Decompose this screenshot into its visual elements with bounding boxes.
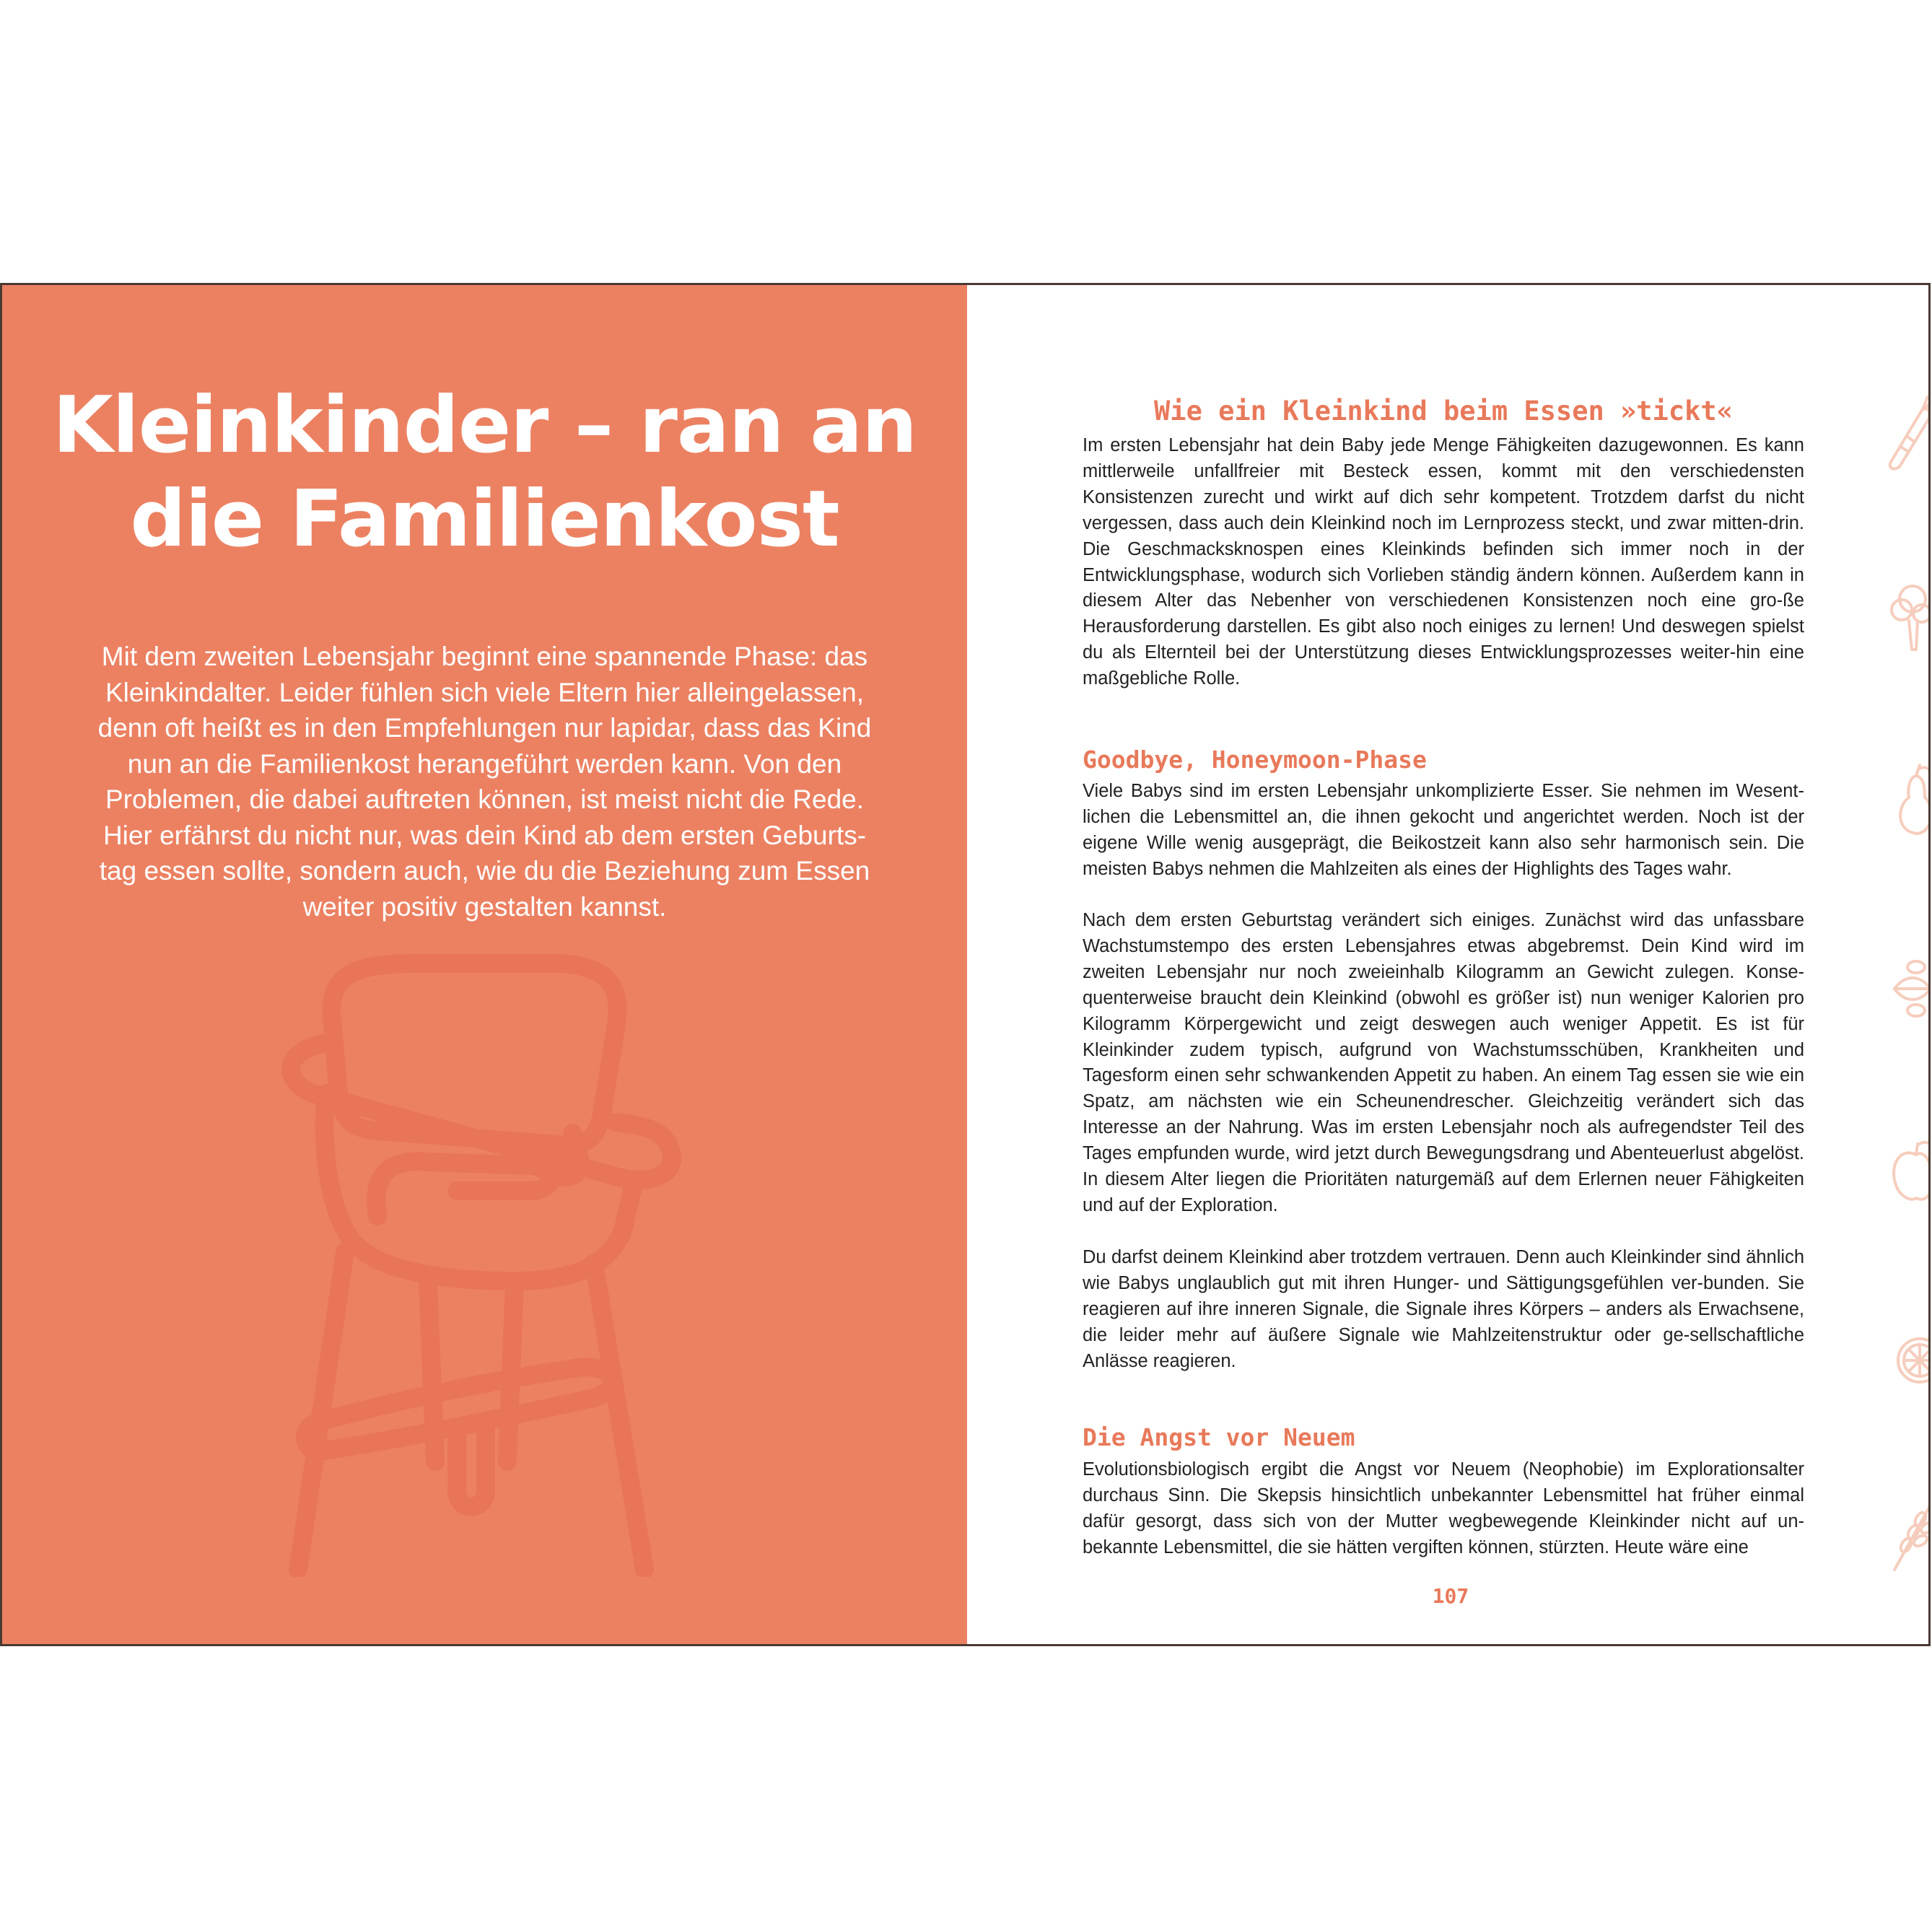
paragraph-growth: Nach dem ersten Geburtstag verändert sich einiges. Zunächst wird das unfassbare Wachstumstempo des ersten Lebensjahres etwas abgebremst. Dein Kind wird im zweiten Lebensjahr nur noch zweieinhalb Kilogramm an Gewicht zulegen. Konse-quenterweise braucht dein Kleinkind (obwohl es größer ist) nun weniger Kalorien pro Kilogramm Körpergewicht und zeigt deswegen auch weniger Appetit. Es ist für Kleinkinder zudem typisch, aufgrund von Wachstumsschüben, Krankheiten und Tagesform einen sehr schwankenden Appetit zu haben. An einem Tag essen sie wie ein Spatz, am nächsten wie ein Scheunendrescher. Gleichzeitig verändert sich das Interesse an der Nahrung. Was im ersten Lebensjahr noch als aufregendster Teil des Tages empfunden wurde, wird jetzt durch Bewegungsdrang und Abenteuerlust abgelöst. In diesem Alter liegen die Prioritäten naturgemäß auf dem Erlernen neuer Fähigkeiten und auf der Exploration. [1083,910,1804,1215]
intro-text: Mit dem zweiten Lebensjahr beginnt eine spannende Phase: das Kleinkindalter. Leider fühlen sich viele Eltern hier alleingelassen, denn oft heißt es in den Empfehlungen nur lapidar, dass das Kind nun an die Familienkost herangeführt werden kann. Von den Problemen, die dabei auftreten können, ist meist nicht die Rede. Hier erfährst du nicht nur, was dein Kind ab dem ersten Geburts-tag essen sollte, sondern auch, wie du die Beziehung zum Essen weiter positiv gestalten kannst. [97,642,872,922]
right-page [967,285,1931,1644]
paragraph-neophobia: Evolutionsbiologisch ergibt die Angst vor Neuem (Neophobie) im Explorationsalter durchaus Sinn. Die Skepsis hinsichtlich unbekannter Lebensmittel hat früher einmal dafür gesorgt, dass sich von der Mutter wegbewegende Kleinkinder nicht auf un-bekannte Lebensmittel, die sie hätten vergiften können, stürzten. Heute wäre eine [1083,1459,1804,1557]
book-spread [0,283,1931,1646]
pear-icon [1880,761,1931,848]
citrus-icon [1880,1317,1931,1404]
page-number: 107 [1432,1584,1469,1608]
left-page [2,285,967,1644]
carrot-icon [1880,393,1931,480]
section-heading-neophobia: Die Angst vor Neuem [1083,1423,1355,1451]
broccoli-icon [1880,577,1931,664]
title-line-2: die Familienkost [130,474,839,564]
section-heading-honeymoon: Goodbye, Honeymoon-Phase [1083,746,1427,774]
high-chair-icon [240,942,724,1577]
paragraph-honeymoon: Viele Babys sind im ersten Lebensjahr unkomplizierte Esser. Sie nehmen im Wesent-lichen die Lebensmittel an, die ihnen gekocht und angerichtet werden. Noch ist der eigene Wille wenig ausgeprägt, die Beikostzeit kann also sehr harmonisch sein. Die meisten Babys nehmen die Mahlzeiten als eines der Highlights des Tages wahr. [1083,781,1804,879]
herb-icon [1880,945,1931,1032]
paragraph-intro: Im ersten Lebensjahr hat dein Baby jede Menge Fähigkeiten dazugewonnen. Es kann mittlerweile unfallfreier mit Besteck essen, kommt mit den verschiedensten Konsistenzen zurecht und wirkt auf dich sehr kompetent. Trotzdem darfst du nicht vergessen, dass auch dein Kleinkind noch im Lernprozess steckt, und zwar mitten-drin. Die Geschmacksknospen eines Kleinkinds befinden sich immer noch in der Entwicklungsphase, wodurch sich Vorlieben ständig ändern können. Außerdem kann in diesem Alter das Nebenher von verschiedenen Konsistenzen noch eine gro-ße Herausforderung darstellen. Es gibt also noch einiges zu lernen! Und deswegen spielst du als Elternteil bei der Unterstützung dieses Entwicklungsprozesses weiter-hin eine maßgebliche Rolle. [1083,435,1804,689]
wheat-icon [1880,1490,1931,1577]
page-title [45,379,924,567]
apple-icon [1880,1129,1931,1216]
title-line-1: Kleinkinder – ran an [52,380,917,471]
paragraph-trust: Du darfst deinem Kleinkind aber trotzdem vertrauen. Denn auch Kleinkinder sind ähnlich wie Babys unglaublich gut mit ihren Hunger- und Sättigungsgefühlen ver-bunden. Sie reagieren auf ihre inneren Signale, die Signale ihres Körpers – anders als Erwachsene, die leider mehr auf äußere Signale wie Mahlzeitenstruktur oder ge-sellschaftliche Anlässe reagieren. [1083,1247,1804,1371]
section-heading-eating: Wie ein Kleinkind beim Essen »tickt« [1154,395,1733,427]
